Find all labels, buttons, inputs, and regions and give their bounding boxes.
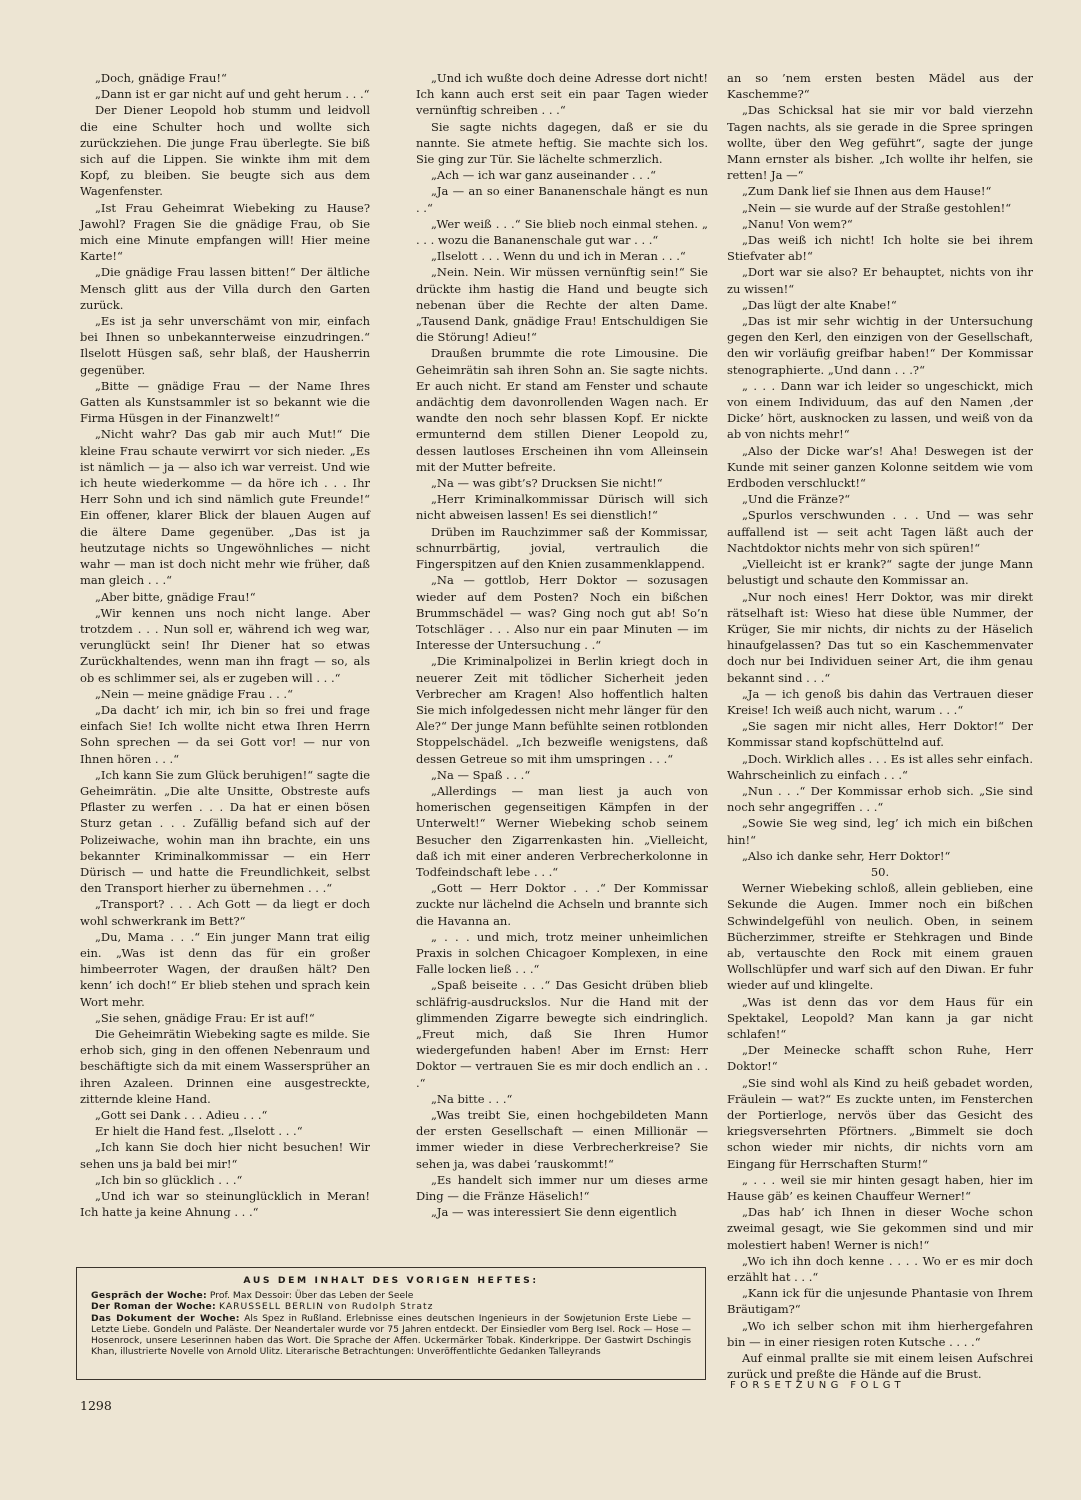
paragraph: „Du, Mama . . .“ Ein junger Mann trat eilig ein. „Was ist denn das für ein großer himbeerroter Wagen, der draußen hält? Den kenn’ ich doch!“ Er blieb stehen und sprach kein Wort mehr. [80,929,370,1009]
paragraph: „Na — was gibt’s? Drucksen Sie nicht!“ [430,476,663,491]
paragraph: „Sowie Sie weg sind, leg’ ich mich ein bißchen hin!“ [727,816,1033,847]
paragraph: „Gott sei Dank . . . Adieu . . .“ [94,1108,268,1122]
paragraph: „Ja — an so einer Bananenschale hängt es nun . .“ [416,184,708,215]
paragraph: „Ist Frau Geheimrat Wiebeking zu Hause? Jawohl? Fragen Sie die gnädige Frau, ob Sie mich eine Minute empfangen will! Hier meine Karte!“ [80,200,370,264]
paragraph: „Aber bitte, gnädige Frau!“ [94,589,256,604]
paragraph: „Was ist denn das vor dem Haus für ein Spektakel, Leopold? Man kann ja gar nicht schlafen!“ [727,994,1033,1041]
paragraph: „Ich kann Sie zum Glück beruhigen!“ sagte die Geheimrätin. „Die alte Unsitte, Obstreste aufs Pflaster zu werfen . . . Da hat er einen bösen Sturz getan . . . Zufällig befand sich auf der Polizeiwache, wohin man ihn brachte, ein uns bekannter Kriminalkommissar — ein Herr Dürisch — und hatte die Freundlichkeit, selbst den Transport hierher zu übernehmen . . .“ [80,767,370,896]
paragraph: „Und ich war so steinunglücklich in Meran! Ich hatte ja keine Ahnung . . .“ [80,1189,370,1220]
paragraph: „Dort war sie also? Er behauptet, nichts von ihr zu wissen!“ [727,265,1033,296]
paragraph: „Also ich danke sehr, Herr Doktor!“ [741,848,951,863]
paragraph: „Nein. Nein. Wir müssen vernünftig sein!“ Sie drückte ihm hastig die Hand und beugte sich nebenan über die Rechte der alten Dame. „Tausend Dank, gnädige Frau! Entschuldigen Sie die Störung! Adieu!“ [416,265,708,345]
paragraph: „Ich bin so glücklich . . .“ [94,1172,243,1187]
paragraph: „Ja — ich genoß bis dahin das Vertrauen dieser Kreise! Ich weiß auch nicht, warum . . .“ [727,686,1033,717]
paragraph: „Das lügt der alte Knabe!“ [741,297,897,312]
paragraph: „Na bitte . . .“ [430,1091,513,1106]
paragraph: „Die Kriminalpolizei in Berlin kriegt doch in neuerer Zeit mit tödlicher Sicherheit jeden Verbrecher am Kragen! Also hoffentlich halten Sie mich infolgedessen nicht mehr länger für den Ale?“ Der junge Mann befühlte seinen rotblonden Stoppelschädel. „Ich bezweifle wenigstens, daß dessen Getreue so mit ihm umspringen . . .“ [416,654,708,766]
paragraph: „Da dacht’ ich mir, ich bin so frei und frage einfach Sie! Ich wollte nicht etwa Ihren Herrn Sohn sprechen — da sei Gott vor! — nur von Ihnen hören . . .“ [80,702,370,766]
paragraph: „Es handelt sich immer nur um dieses arme Ding — die Fränze Häselich!“ [416,1172,708,1204]
paragraph: „Nein — meine gnädige Frau . . .“ [94,686,293,701]
paragraph: „ . . . und mich, trotz meiner unheimlichen Praxis in solchen Chicagoer Komplexen, in eine Falle locken ließ . . .“ [416,929,708,977]
text-column-3 [727,70,1033,1382]
paragraph: „Nicht wahr? Das gab mir auch Mut!“ Die kleine Frau schaute verwirrt vor sich nieder. „Es ist nämlich — ja — also ich war verreist. Und wie ich heute wiederkomme — da höre ich . . . Ihr Herr Sohn und ich sind nämlich gute Freunde!“ Ein offener, klarer Blick der blauen Augen auf die ältere Dame gegenüber. „Das ist ja heutzutage nichts so Ungewöhnliches — nicht wahr — man ist doch nicht mehr wie früher, daß man gleich . . .“ [80,427,370,588]
paragraph: an so ’nem ersten besten Mädel aus der Kaschemme?“ [727,71,1033,102]
paragraph: „Es ist ja sehr unverschämt von mir, einfach bei Ihnen so unbekannterweise einzudringen.“ Ilselott Hüsgen saß, sehr blaß, der Hausherrin gegenüber. [80,314,370,377]
paragraph: „Sie sehen, gnädige Frau: Er ist auf!“ [94,1010,315,1025]
contents-body [91,1290,691,1357]
dokument-text: Als Spez in Rußland. Erlebnisse eines deutschen Ingenieurs in der Sowjetunion Erste Liebe — Letzte Liebe. Gondeln und Paläste. Der Neandertaler wurde vor 75 Jahren entdeckt. Der Einsiedler vom Berg Isel. Rock — Hose — Hosenrock, unsere Leserinnen haben das Wort. Die Sprache der Affen. Uckermärker Tobak. Kinderkrippe. Der Gastwirt Dschingis Khan, illustrierte Novelle von Arnold Ulitz. Literarische Betrachtungen: Unveröffentlichte Gedanken Talleyrands [91,1312,691,1358]
roman-text: KARUSSELL BERLIN von Rudolph Stratz [218,1301,434,1313]
paragraph: „Nanu! Von wem?“ [741,216,853,231]
gespraech-text: Prof. Max Dessoir: Über das Leben der Seele [209,1290,414,1302]
paragraph: „Dann ist er gar nicht auf und geht herum . . .“ [94,87,370,102]
page-number: 1298 [80,1398,112,1413]
paragraph: „Wo ich selber schon mit ihm hierhergefahren bin — in einer riesigen roten Kutsche . . . .“ [727,1318,1033,1349]
paragraph: „Das hab’ ich Ihnen in dieser Woche schon zweimal gesagt, wie Sie gekommen sind und mir molestiert haben! Werner is nich!“ [727,1205,1033,1252]
paragraph: Sie sagte nichts dagegen, daß er sie du nannte. Sie atmete heftig. Sie machte sich los. Sie ging zur Tür. Sie lächelte schmerzlich. [416,119,708,167]
dokument-label: Das Dokument der Woche: [91,1312,240,1324]
paragraph: „Der Meinecke schafft schon Ruhe, Herr Doktor!“ [727,1043,1033,1074]
gespraech-label: Gespräch der Woche: [91,1290,207,1302]
paragraph: „Die gnädige Frau lassen bitten!“ Der ältliche Mensch glitt aus der Villa durch den Garten zurück. [80,265,370,312]
paragraph: „ . . . weil sie mir hinten gesagt haben, hier im Hause gäb’ es keinen Chauffeur Werner!“ [727,1172,1033,1204]
paragraph: Er hielt die Hand fest. „Ilselott . . .“ [94,1124,303,1139]
paragraph: „Na — Spaß . . .“ [430,767,531,782]
paragraph: „Transport? . . . Ach Gott — da liegt er doch wohl schwerkrank im Bett?“ [80,897,370,928]
paragraph: „Sie sind wohl als Kind zu heiß gebadet worden, Fräulein — wat?“ Es zuckte unten, im Fensterchen der Portierloge, nervös über das Gesicht des kriegsversehrten Pförtners. „Bimmelt sie doch schon wieder mir nichts, dir nichts vorn am Eingang für Herrschaften Sturm!“ [727,1075,1033,1171]
paragraph: „Ich kann Sie doch hier nicht besuchen! Wir sehen uns ja bald bei mir!“ [80,1140,370,1171]
paragraph: „Das weiß ich nicht! Ich holte sie bei ihrem Stiefvater ab!“ [727,233,1033,264]
paragraph: „Wir kennen uns noch nicht lange. Aber trotzdem . . . Nun soll er, während ich weg war, verunglückt sein! Ihr Diener hat so etwas Zurückhaltendes, wenn man ihn fragt — so, als ob es schlimmer sei, als er zugeben will . . .“ [80,605,370,685]
paragraph: „Sie sagen mir nicht alles, Herr Doktor!“ Der Kommissar stand kopfschüttelnd auf. [727,719,1033,750]
paragraph: „Was treibt Sie, einen hochgebildeten Mann der ersten Gesellschaft — einen Millionär — immer wieder in diese Verbrecherkreise? Sie sehen ja, was dabei ’rauskommt!“ [416,1108,708,1171]
text-column-2 [416,70,708,1220]
paragraph: „Ilselott . . . Wenn du und ich in Meran . . .“ [430,249,686,264]
paragraph: „Und ich wußte doch deine Adresse dort nicht! Ich kann auch erst seit ein paar Tagen wieder vernünftig schreiben . . .“ [416,71,708,118]
previous-issue-contents-box [76,1267,706,1380]
paragraph: „Zum Dank lief sie Ihnen aus dem Hause!“ [741,184,992,199]
paragraph: „Ach — ich war ganz auseinander . . .“ [430,168,657,183]
paragraph: „Nein — sie wurde auf der Straße gestohlen!“ [741,200,1012,215]
paragraph: „Und die Fränze?“ [741,492,851,507]
paragraph: Der Diener Leopold hob stumm und leidvoll die eine Schulter hoch und wollte sich zurückziehen. Die junge Frau überlegte. Sie biß sich auf die Lippen. Sie winkte ihm mit dem Kopf, zu bleiben. Sie beugte sich aus dem Wagenfenster. [80,103,370,199]
paragraph: „Vielleicht ist er krank?“ sagte der junge Mann belustigt und schaute den Kommissar an. [727,557,1033,588]
paragraph: „Nun . . .“ Der Kommissar erhob sich. „Sie sind noch sehr angegriffen . . .“ [727,783,1033,815]
paragraph: Drüben im Rauchzimmer saß der Kommissar, schnurrbärtig, jovial, vertraulich die Fingerspitzen auf den Knien zusammenklappend. [416,524,708,572]
paragraph: „Herr Kriminalkommissar Dürisch will sich nicht abweisen lassen! Es sei dienstlich!“ [416,492,708,523]
paragraph: „Spaß beiseite . . .“ Das Gesicht drüben blieb schläfrig-ausdruckslos. Nur die Hand mit der glimmenden Zigarre bewegte sich eindringlich. „Freut mich, daß Sie Ihren Humor wiedergefunden haben! Aber im Ernst: Herr Doktor — vertrauen Sie es mir doch endlich an . . .“ [416,978,708,1090]
paragraph: „Doch, gnädige Frau!“ [94,71,227,85]
roman-label: Der Roman der Woche: [91,1301,217,1313]
paragraph: „Allerdings — man liest ja auch von homerischen gegenseitigen Kämpfen in der Unterwelt!“ Werner Wiebeking schob seinem Besucher den Zigarrenkasten hin. „Vielleicht, daß ich mit einer anderen Verbrecherkolonne in Todfeindschaft lebe . . .“ [416,783,708,879]
paragraph: Draußen brummte die rote Limousine. Die Geheimrätin sah ihren Sohn an. Sie sagte nichts. Er auch nicht. Er stand am Fenster und schaute andächtig dem davonrollenden Wagen nach. Er wandte den noch sehr blassen Kopf. Er nickte ermunternd dem stillen Diener Leopold zu, dessen lautloses Erscheinen ihn vom Alleinsein mit der Mutter befreite. [416,346,708,474]
paragraph: „Wo ich ihn doch kenne . . . . Wo er es mir doch erzählt hat . . .“ [727,1253,1033,1285]
chapter-number: 50. [870,864,890,879]
paragraph: Die Geheimrätin Wiebeking sagte es milde. Sie erhob sich, ging in den offenen Nebenraum und beschäftigte sich da mit einem Wassersprüher an ihren Azaleen. Drinnen eine ausgestreckte, zitternde kleine Hand. [80,1026,370,1106]
paragraph: „Ja — was interessiert Sie denn eigentlich [430,1205,677,1220]
paragraph: „Das ist mir sehr wichtig in der Untersuchung gegen den Kerl, den einzigen von der Gesellschaft, den wir vorläufig greifbar haben!“ Der Kommissar stenographierte. „Und dann . . .?“ [727,314,1033,377]
paragraph: „Das Schicksal hat sie mir vor bald vierzehn Tagen nachts, als sie gerade in die Spree springen wollte, über den Weg geführt“, sagte der junge Mann ernster als bisher. „Ich wollte ihr helfen, sie retten! Ja —“ [727,103,1033,183]
paragraph: „Spurlos verschwunden . . . Und — was sehr auffallend ist — seit acht Tagen läßt auch der Nachtdoktor nichts mehr von sich spüren!“ [727,508,1033,555]
paragraph: „Also der Dicke war’s! Aha! Deswegen ist der Kunde mit seiner ganzen Kolonne seitdem wie vom Erdboden verschluckt!“ [727,443,1033,491]
paragraph: „Kann ick für die unjesunde Phantasie von Ihrem Bräutigam?“ [727,1286,1033,1317]
continuation-note: FORSETZUNG FOLGT [730,1380,906,1391]
paragraph: Auf einmal prallte sie mit einem leisen Aufschrei zurück und preßte die Hände auf die Brust. [727,1351,1033,1382]
paragraph: „Wer weiß . . .“ Sie blieb noch einmal stehen. „ . . . wozu die Bananenschale gut war . . .“ [416,216,708,248]
paragraph: „Nur noch eines! Herr Doktor, was mir direkt rätselhaft ist: Wieso hat diese üble Nummer, der Krüger, Sie mir nichts, dir nichts zu der Häselich hinaufgelassen? Das tut so ein Kaschemmenvater doch nur bei Individuen seiner Art, die ihm genau bekannt sind . . .“ [727,589,1033,685]
text-column-1 [80,70,370,1220]
contents-heading: AUS DEM INHALT DES VORIGEN HEFTES: [243,1275,539,1286]
paragraph: Werner Wiebeking schloß, allein geblieben, eine Sekunde die Augen. Immer noch ein bißchen Schwindelgefühl von neulich. Oben, in seinem Bücherzimmer, streifte er Stehkragen und Binde ab, vertauschte den Rock mit einem grauen Wollschlüpfer und warf sich auf den Diwan. Er fuhr wieder auf und klingelte. [727,881,1033,993]
paragraph: „Doch. Wirklich alles . . . Es ist alles sehr einfach. Wahrscheinlich zu einfach . . .“ [727,751,1033,782]
paragraph: „Bitte — gnädige Frau — der Name Ihres Gatten als Kunstsammler ist so bekannt wie die Firma Hüsgen in der Finanzwelt!“ [80,378,370,426]
paragraph: „ . . . Dann war ich leider so ungeschickt, mich von einem Individuum, das auf den Namen ‚der Dicke’ hört, ausknocken zu lassen, und weiß von da ab von nichts mehr!“ [727,378,1033,442]
paragraph: „Na — gottlob, Herr Doktor — sozusagen wieder auf dem Posten? Noch ein bißchen Brummschädel — was? Ging noch gut ab! So’n Totschläger . . . Also nur ein paar Minuten — im Interesse der Untersuchung . .“ [416,573,708,653]
paragraph: „Gott — Herr Doktor . . .“ Der Kommissar zuckte nur lächelnd die Achseln und brannte sich die Havanna an. [416,881,708,928]
